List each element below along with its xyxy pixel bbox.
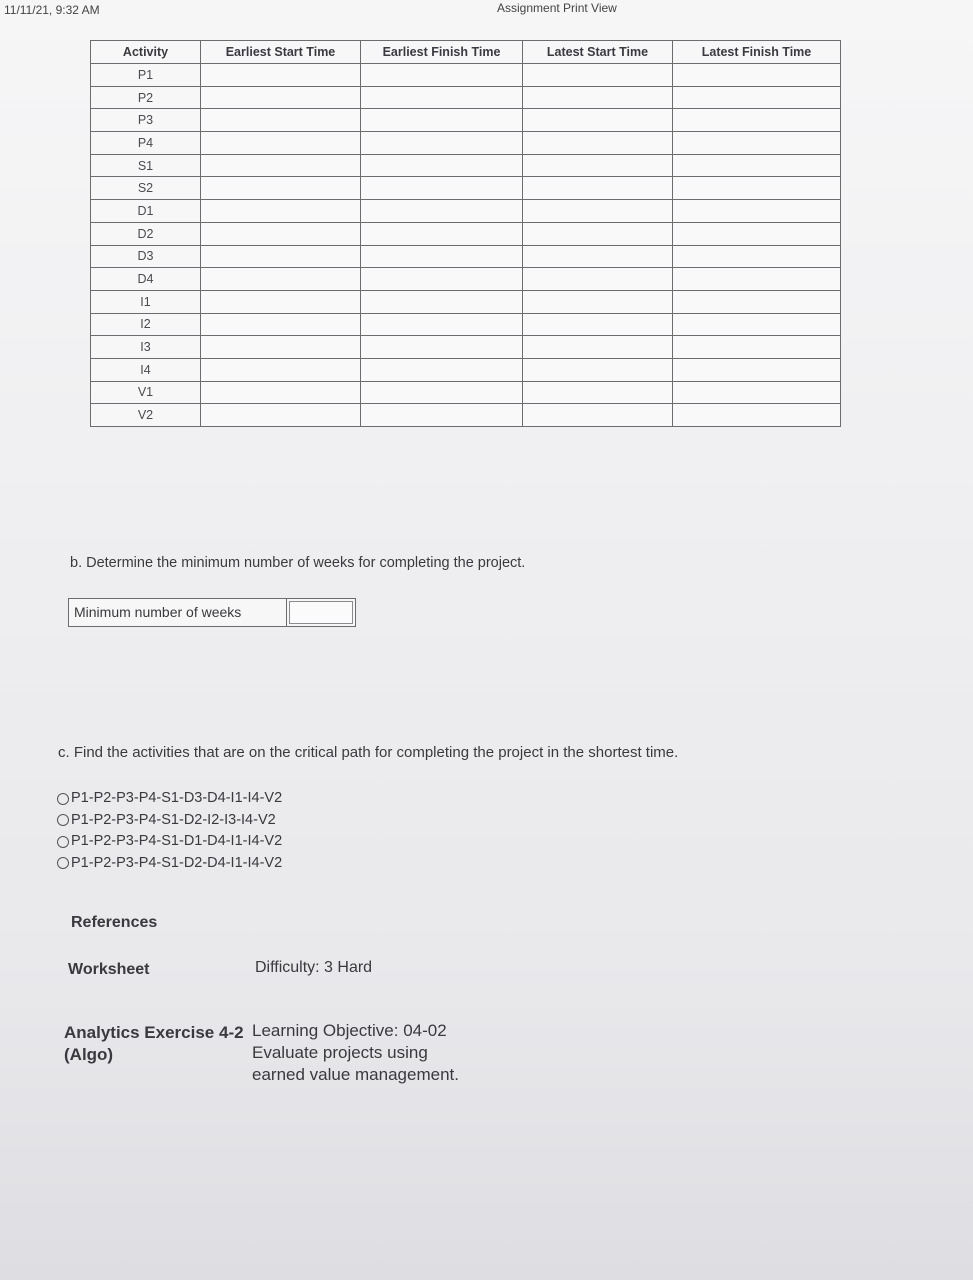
- time-input-cell[interactable]: [201, 313, 361, 336]
- time-input-cell[interactable]: [361, 154, 523, 177]
- table-row: [91, 290, 841, 313]
- time-input-cell[interactable]: [523, 290, 673, 313]
- time-input-cell[interactable]: [673, 381, 841, 404]
- table-row: [91, 109, 841, 132]
- time-input-cell[interactable]: [361, 358, 523, 381]
- table-row: [91, 222, 841, 245]
- cpm-table: [90, 40, 840, 427]
- time-input-cell[interactable]: [361, 313, 523, 336]
- option-4[interactable]: [57, 853, 282, 875]
- time-input-cell[interactable]: [673, 154, 841, 177]
- time-input-cell[interactable]: [673, 358, 841, 381]
- learning-objective: Learning Objective: 04-02 Evaluate projects using earned value management.: [252, 1021, 459, 1084]
- radio-icon[interactable]: [57, 814, 69, 826]
- option-label: P1-P2-P3-P4-S1-D3-D4-I1-I4-V2: [71, 790, 283, 806]
- activity-cell: V1: [91, 381, 201, 404]
- activity-cell: P2: [91, 86, 201, 109]
- time-input-cell[interactable]: [523, 86, 673, 109]
- table-row: [91, 381, 841, 404]
- time-input-cell[interactable]: [523, 381, 673, 404]
- print-title: Assignment Print View: [497, 1, 617, 15]
- time-input-cell[interactable]: [523, 336, 673, 359]
- activity-cell: S1: [91, 154, 201, 177]
- time-input-cell[interactable]: [201, 132, 361, 155]
- time-input-cell[interactable]: [201, 64, 361, 87]
- time-input-cell[interactable]: [361, 404, 523, 427]
- worksheet-label: Worksheet: [68, 961, 150, 978]
- column-header-latest-finish: Latest Finish Time: [673, 41, 841, 64]
- time-input-cell[interactable]: [361, 64, 523, 87]
- exercise-label: Analytics Exercise 4-2 (Algo): [64, 1023, 244, 1064]
- option-2[interactable]: [57, 810, 282, 832]
- time-input-cell[interactable]: [201, 222, 361, 245]
- time-input-cell[interactable]: [523, 245, 673, 268]
- activity-cell: D1: [91, 200, 201, 223]
- activity-cell: I2: [91, 313, 201, 336]
- time-input-cell[interactable]: [201, 381, 361, 404]
- time-input-cell[interactable]: [361, 245, 523, 268]
- column-header-earliest-start: Earliest Start Time: [201, 41, 361, 64]
- time-input-cell[interactable]: [361, 268, 523, 291]
- time-input-cell[interactable]: [673, 109, 841, 132]
- time-input-cell[interactable]: [523, 154, 673, 177]
- activity-cell: I3: [91, 336, 201, 359]
- table-row: [91, 313, 841, 336]
- time-input-cell[interactable]: [361, 200, 523, 223]
- time-input-cell[interactable]: [201, 336, 361, 359]
- question-b: b. Determine the minimum number of weeks for completing the project.: [70, 555, 526, 571]
- time-input-cell[interactable]: [673, 336, 841, 359]
- time-input-cell[interactable]: [523, 313, 673, 336]
- time-input-cell[interactable]: [361, 336, 523, 359]
- min-weeks-field: [68, 598, 356, 627]
- activity-cell: V2: [91, 404, 201, 427]
- print-date: 11/11/21, 9:32 AM: [4, 3, 100, 17]
- time-input-cell[interactable]: [201, 245, 361, 268]
- activity-cell: D3: [91, 245, 201, 268]
- table-row: [91, 268, 841, 291]
- activity-cell: P1: [91, 64, 201, 87]
- time-input-cell[interactable]: [673, 290, 841, 313]
- time-input-cell[interactable]: [201, 154, 361, 177]
- time-input-cell[interactable]: [523, 177, 673, 200]
- references-heading: References: [71, 914, 158, 931]
- column-header-earliest-finish: Earliest Finish Time: [361, 41, 523, 64]
- time-input-cell[interactable]: [201, 200, 361, 223]
- min-weeks-label: Minimum number of weeks: [69, 599, 287, 626]
- time-input-cell[interactable]: [673, 64, 841, 87]
- table-row: [91, 86, 841, 109]
- time-input-cell[interactable]: [361, 86, 523, 109]
- time-input-cell[interactable]: [673, 222, 841, 245]
- critical-path-options: [57, 788, 282, 874]
- time-input-cell[interactable]: [523, 64, 673, 87]
- time-input-cell[interactable]: [361, 109, 523, 132]
- time-input-cell[interactable]: [361, 222, 523, 245]
- time-input-cell[interactable]: [523, 109, 673, 132]
- time-input-cell[interactable]: [201, 86, 361, 109]
- time-input-cell[interactable]: [361, 177, 523, 200]
- column-header-latest-start: Latest Start Time: [523, 41, 673, 64]
- time-input-cell[interactable]: [523, 200, 673, 223]
- radio-icon[interactable]: [57, 793, 69, 805]
- option-label: P1-P2-P3-P4-S1-D2-D4-I1-I4-V2: [71, 854, 283, 871]
- time-input-cell[interactable]: [673, 132, 841, 155]
- option-label: P1-P2-P3-P4-S1-D2-I2-I3-I4-V2: [71, 811, 276, 828]
- activity-cell: I4: [91, 358, 201, 381]
- radio-icon[interactable]: [57, 836, 69, 848]
- min-weeks-input[interactable]: [289, 601, 353, 624]
- time-input-cell[interactable]: [201, 290, 361, 313]
- activity-cell: P3: [91, 109, 201, 132]
- activity-cell: S2: [91, 177, 201, 200]
- activity-cell: P4: [91, 132, 201, 155]
- difficulty-label: Difficulty: 3 Hard: [255, 959, 373, 976]
- time-input-cell[interactable]: [673, 177, 841, 200]
- time-input-cell[interactable]: [361, 381, 523, 404]
- activity-cell: D4: [91, 268, 201, 291]
- time-input-cell[interactable]: [201, 109, 361, 132]
- time-input-cell[interactable]: [523, 132, 673, 155]
- time-input-cell[interactable]: [201, 358, 361, 381]
- table-row: [91, 404, 841, 427]
- radio-icon[interactable]: [57, 857, 69, 869]
- time-input-cell[interactable]: [673, 268, 841, 291]
- question-c: c. Find the activities that are on the critical path for completing the project in the shortest time.: [58, 744, 679, 761]
- time-input-cell[interactable]: [673, 404, 841, 427]
- table-row: [91, 132, 841, 155]
- option-label: P1-P2-P3-P4-S1-D1-D4-I1-I4-V2: [71, 833, 283, 849]
- time-input-cell[interactable]: [523, 404, 673, 427]
- time-input-cell[interactable]: [201, 177, 361, 200]
- table-row: [91, 200, 841, 223]
- table-row: [91, 336, 841, 359]
- time-input-cell[interactable]: [523, 222, 673, 245]
- table-row: [91, 358, 841, 381]
- time-input-cell[interactable]: [673, 313, 841, 336]
- time-input-cell[interactable]: [361, 132, 523, 155]
- table-row: [91, 154, 841, 177]
- time-input-cell[interactable]: [673, 200, 841, 223]
- time-input-cell[interactable]: [201, 404, 361, 427]
- time-input-cell[interactable]: [673, 86, 841, 109]
- column-header-activity: Activity: [91, 41, 201, 64]
- activity-cell: I1: [91, 290, 201, 313]
- time-input-cell[interactable]: [201, 268, 361, 291]
- table-row: [91, 177, 841, 200]
- time-input-cell[interactable]: [523, 268, 673, 291]
- time-input-cell[interactable]: [673, 245, 841, 268]
- table-row: [91, 64, 841, 87]
- table-row: [91, 245, 841, 268]
- activity-cell: D2: [91, 222, 201, 245]
- option-1[interactable]: [57, 788, 282, 810]
- table-header-row: [91, 41, 841, 64]
- option-3[interactable]: [57, 831, 282, 853]
- time-input-cell[interactable]: [523, 358, 673, 381]
- time-input-cell[interactable]: [361, 290, 523, 313]
